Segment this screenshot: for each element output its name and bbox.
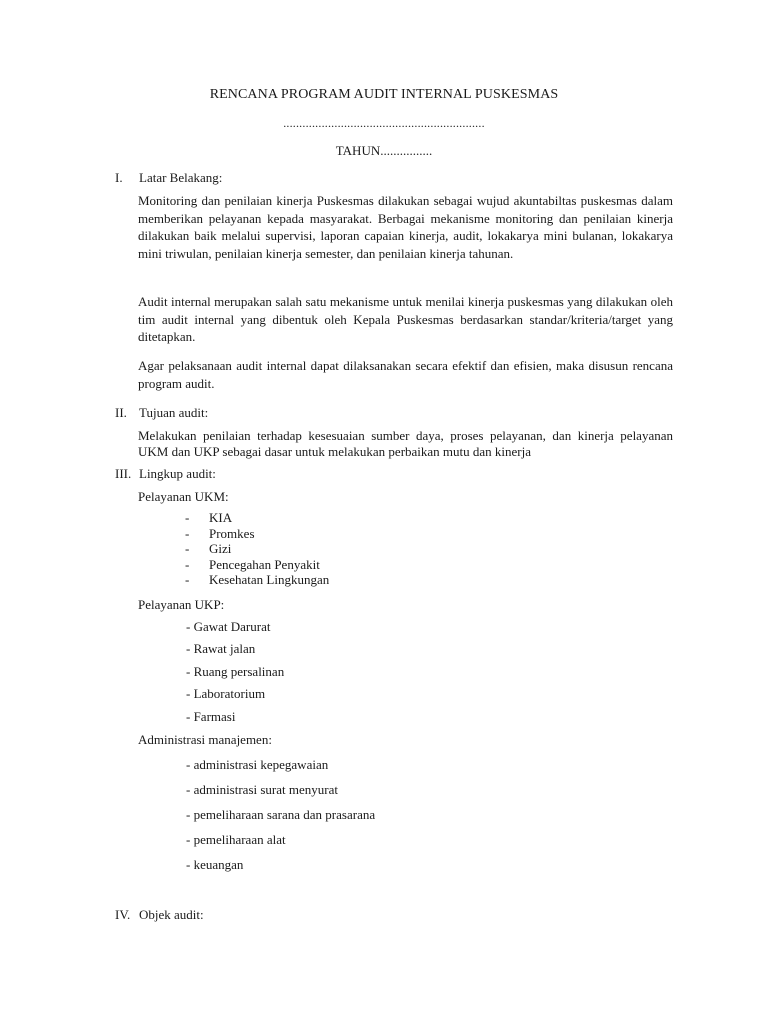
section-2-paragraph: Melakukan penilaian terhadap kesesuaian sumber daya, proses pelayanan, dan kinerja pelayanan UKM dan UKP sebagai dasar untuk melakukan perbaikan mutu dan kinerja — [138, 428, 673, 459]
section-2-title: Tujuan audit: — [139, 405, 209, 420]
list-item: - administrasi kepegawaian — [186, 757, 329, 772]
list-item: - pemeliharaan alat — [186, 832, 286, 847]
section-4-title: Objek audit: — [139, 907, 204, 922]
section-3-title: Lingkup audit: — [139, 466, 216, 481]
list-item: - Laboratorium — [186, 686, 266, 701]
list-item: - Rawat jalan — [186, 641, 256, 656]
section-1-title: Latar Belakang: — [139, 170, 223, 185]
list-item: - administrasi surat menyurat — [186, 782, 338, 797]
list-item: - KIA — [185, 510, 233, 525]
admin-label: Administrasi manajemen: — [138, 732, 272, 747]
section-4-number: IV. — [115, 907, 131, 922]
list-item: - Ruang persalinan — [186, 664, 285, 679]
list-item: - pemeliharaan sarana dan prasarana — [186, 807, 376, 822]
section-1-paragraph-3: Agar pelaksanaan audit internal dapat dilaksanakan secara efektif dan efisien, maka disusun rencana program audit. — [138, 358, 673, 391]
section-1-paragraph-2: Audit internal merupakan salah satu mekanisme untuk menilai kinerja puskesmas yang dilakukan oleh tim audit internal yang dibentuk oleh Kepala Puskesmas berdasarkan standar/kriteria/target yang ditetapkan. — [138, 294, 673, 344]
list-item: - Farmasi — [186, 709, 236, 724]
list-item: - Gizi — [185, 541, 232, 556]
ukm-list — [185, 510, 329, 588]
section-1-number: I. — [115, 170, 123, 185]
ukm-label: Pelayanan UKM: — [138, 489, 229, 504]
document-title: RENCANA PROGRAM AUDIT INTERNAL PUSKESMAS — [209, 87, 559, 102]
list-item: - Kesehatan Lingkungan — [185, 572, 330, 587]
ukp-label: Pelayanan UKP: — [138, 597, 225, 612]
section-1-paragraph-1: Monitoring dan penilaian kinerja Puskesmas dilakukan sebagai wujud akuntabiltas puskesmas dalam memberikan pelayanan kepada masyarakat. Berbagai mekanisme monitoring dan penilaian kinerja dilakukan baik melalui supervisi, laporan capaian kinerja, audit, lokakarya mini bulanan, lokakarya mini triwulan, penilaian kinerja semester, dan penilaian kinerja tahunan. — [138, 193, 673, 261]
section-3-number: III. — [115, 466, 132, 481]
list-item: - Gawat Darurat — [186, 619, 271, 634]
list-item: - keuangan — [186, 857, 244, 872]
puskesmas-name-placeholder: ............................................................... — [283, 116, 485, 130]
list-item: - Pencegahan Penyakit — [185, 556, 320, 572]
year-line: TAHUN................ — [335, 143, 433, 158]
section-2-number: II. — [115, 405, 127, 420]
list-item: - Promkes — [185, 525, 255, 541]
